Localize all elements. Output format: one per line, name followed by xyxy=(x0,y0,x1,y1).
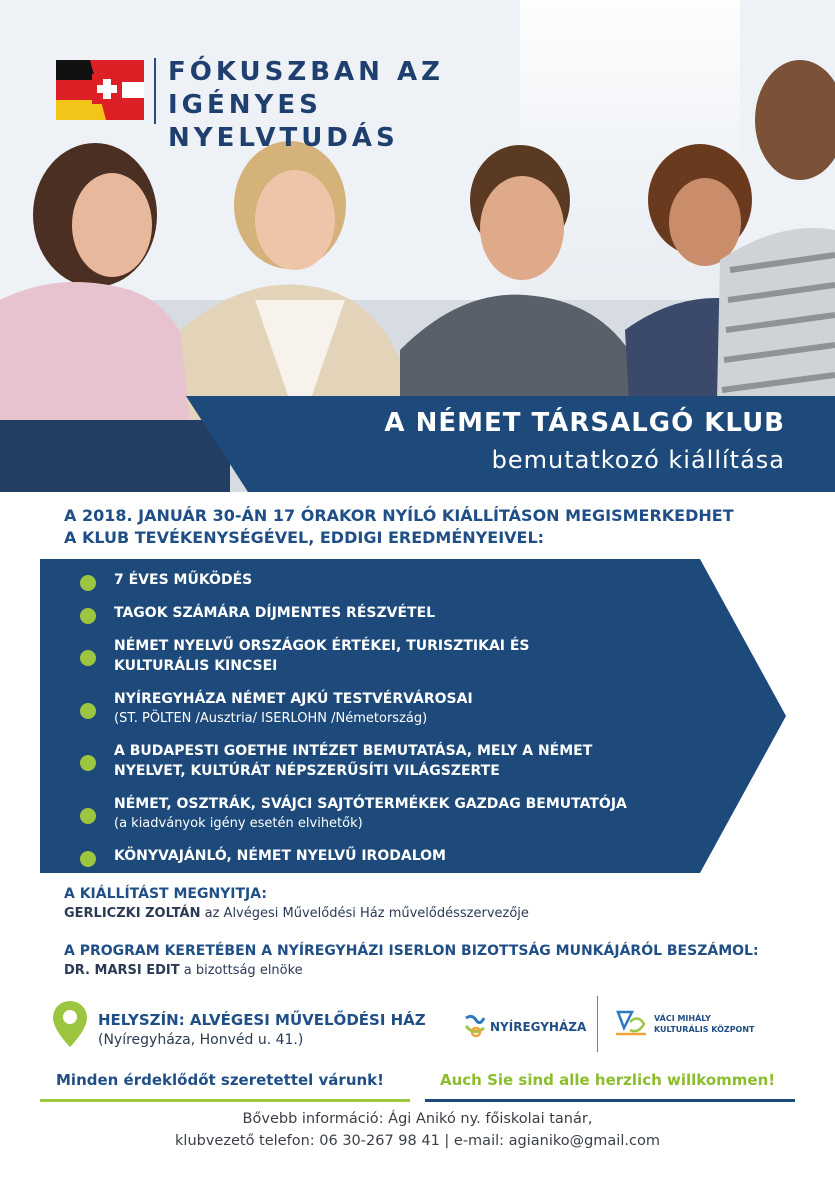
venue xyxy=(98,1010,426,1050)
bullet-dot-icon xyxy=(80,608,96,624)
vaci-logo-line1: VÁCI MIHÁLY xyxy=(654,1014,711,1023)
page-title-line2: NYELVTUDÁS xyxy=(168,123,399,153)
list-item xyxy=(78,794,698,833)
nyiregyhaza-logo-text: NYÍREGYHÁZA xyxy=(490,1020,587,1034)
blue-underline xyxy=(425,1099,795,1102)
german-austrian-swiss-flag-icon xyxy=(56,60,144,120)
nyiregyhaza-logo xyxy=(462,1010,592,1042)
opening-label: A KIÁLLÍTÁST MEGNYITJA: xyxy=(64,886,267,902)
location-pin-icon xyxy=(53,1001,87,1047)
intro-line1 xyxy=(64,505,784,527)
banner-title: A NÉMET TÁRSALGÓ KLUB xyxy=(384,408,785,438)
footer-line1: Bővebb információ: Ági Anikó ny. főiskolai tanár, xyxy=(242,1111,593,1127)
list-item xyxy=(78,636,698,676)
welcome-german: Auch Sie sind alle herzlich willkommen! xyxy=(440,1071,776,1089)
intro-prefix: A xyxy=(64,506,82,525)
bullet-dot-icon xyxy=(80,703,96,719)
list-item-text: A BUDAPESTI GOETHE INTÉZET BEMUTATÁSA, MELY A NÉMET NYELVET, KULTÚRÁT NÉPSZERŰSÍTI VILÁGSZERTE xyxy=(114,743,593,779)
opening-info xyxy=(64,884,804,923)
logo-divider xyxy=(597,996,598,1052)
list-item xyxy=(78,570,698,590)
opening-speaker xyxy=(64,904,804,923)
list-item-text: 7 ÉVES MŰKÖDÉS xyxy=(114,572,253,588)
bullet-dot-icon xyxy=(80,575,96,591)
list-item-text: NÉMET, OSZTRÁK, SVÁJCI SAJTÓTERMÉKEK GAZDAG BEMUTATÓJA xyxy=(114,796,627,812)
list-item xyxy=(78,741,698,781)
intro-line2: A KLUB TEVÉKENYSÉGÉVEL, EDDIGI EREDMÉNYEIVEL: xyxy=(64,528,545,547)
green-underline xyxy=(40,1099,410,1102)
report-name: DR. MARSI EDIT xyxy=(64,963,180,978)
list-item xyxy=(78,846,698,866)
page-title-line1: FÓKUSZBAN AZ IGÉNYES xyxy=(168,57,444,120)
contact-footer xyxy=(0,1108,835,1152)
intro-date: 2018. JANUÁR 30-ÁN 17 ÓRAKOR xyxy=(81,506,377,525)
report-info xyxy=(64,941,804,980)
venue-address: (Nyíregyháza, Honvéd u. 41.) xyxy=(98,1032,304,1048)
bullet-dot-icon xyxy=(80,650,96,666)
footer-line2: klubvezető telefon: 06 30-267 98 41 | e-mail: agianiko@gmail.com xyxy=(175,1133,660,1149)
welcome-hungarian: Minden érdeklődőt szeretettel várunk! xyxy=(56,1071,384,1089)
header-divider xyxy=(154,58,156,124)
opening-role: az Alvégesi Művelődési Ház művelődésszervezője xyxy=(200,906,529,921)
list-item-text: NYÍREGYHÁZA NÉMET AJKÚ TESTVÉRVÁROSAI xyxy=(114,691,473,707)
list-item xyxy=(78,689,698,728)
intro-suffix: NYÍLÓ KIÁLLÍTÁSON MEGISMERKEDHET xyxy=(376,506,734,525)
bullet-dot-icon xyxy=(80,755,96,771)
list-item-subtext: (ST. PÖLTEN /Ausztria/ ISERLOHN /Németország) xyxy=(114,711,428,726)
event-banner xyxy=(248,396,835,492)
page-title xyxy=(168,56,588,155)
venue-name: HELYSZÍN: ALVÉGESI MŰVELŐDÉSI HÁZ xyxy=(98,1011,426,1029)
vaci-logo-line2: KULTURÁLIS KÖZPONT xyxy=(654,1025,755,1034)
bullet-dot-icon xyxy=(80,808,96,824)
highlights-list xyxy=(78,566,698,866)
list-item-text: KÖNYVAJÁNLÓ, NÉMET NYELVŰ IRODALOM xyxy=(114,848,446,864)
list-item-subtext: (a kiadványok igény esetén elvihetők) xyxy=(114,816,363,831)
intro-text xyxy=(64,505,784,549)
list-item-text: TAGOK SZÁMÁRA DÍJMENTES RÉSZVÉTEL xyxy=(114,605,436,621)
report-label: A PROGRAM KERETÉBEN A NYÍREGYHÁZI ISERLON BIZOTTSÁG MUNKÁJÁRÓL BESZÁMOL: xyxy=(64,943,759,959)
report-role: a bizottság elnöke xyxy=(179,963,303,978)
banner-subtitle: bemutatkozó kiállítása xyxy=(491,446,785,474)
opening-name: GERLICZKI ZOLTÁN xyxy=(64,906,201,921)
list-item xyxy=(78,603,698,623)
report-speaker xyxy=(64,961,804,980)
vaci-mihaly-logo xyxy=(612,1004,782,1044)
bullet-dot-icon xyxy=(80,851,96,867)
list-item-text: NÉMET NYELVŰ ORSZÁGOK ÉRTÉKEI, TURISZTIKAI ÉS KULTURÁLIS KINCSEI xyxy=(114,638,530,674)
